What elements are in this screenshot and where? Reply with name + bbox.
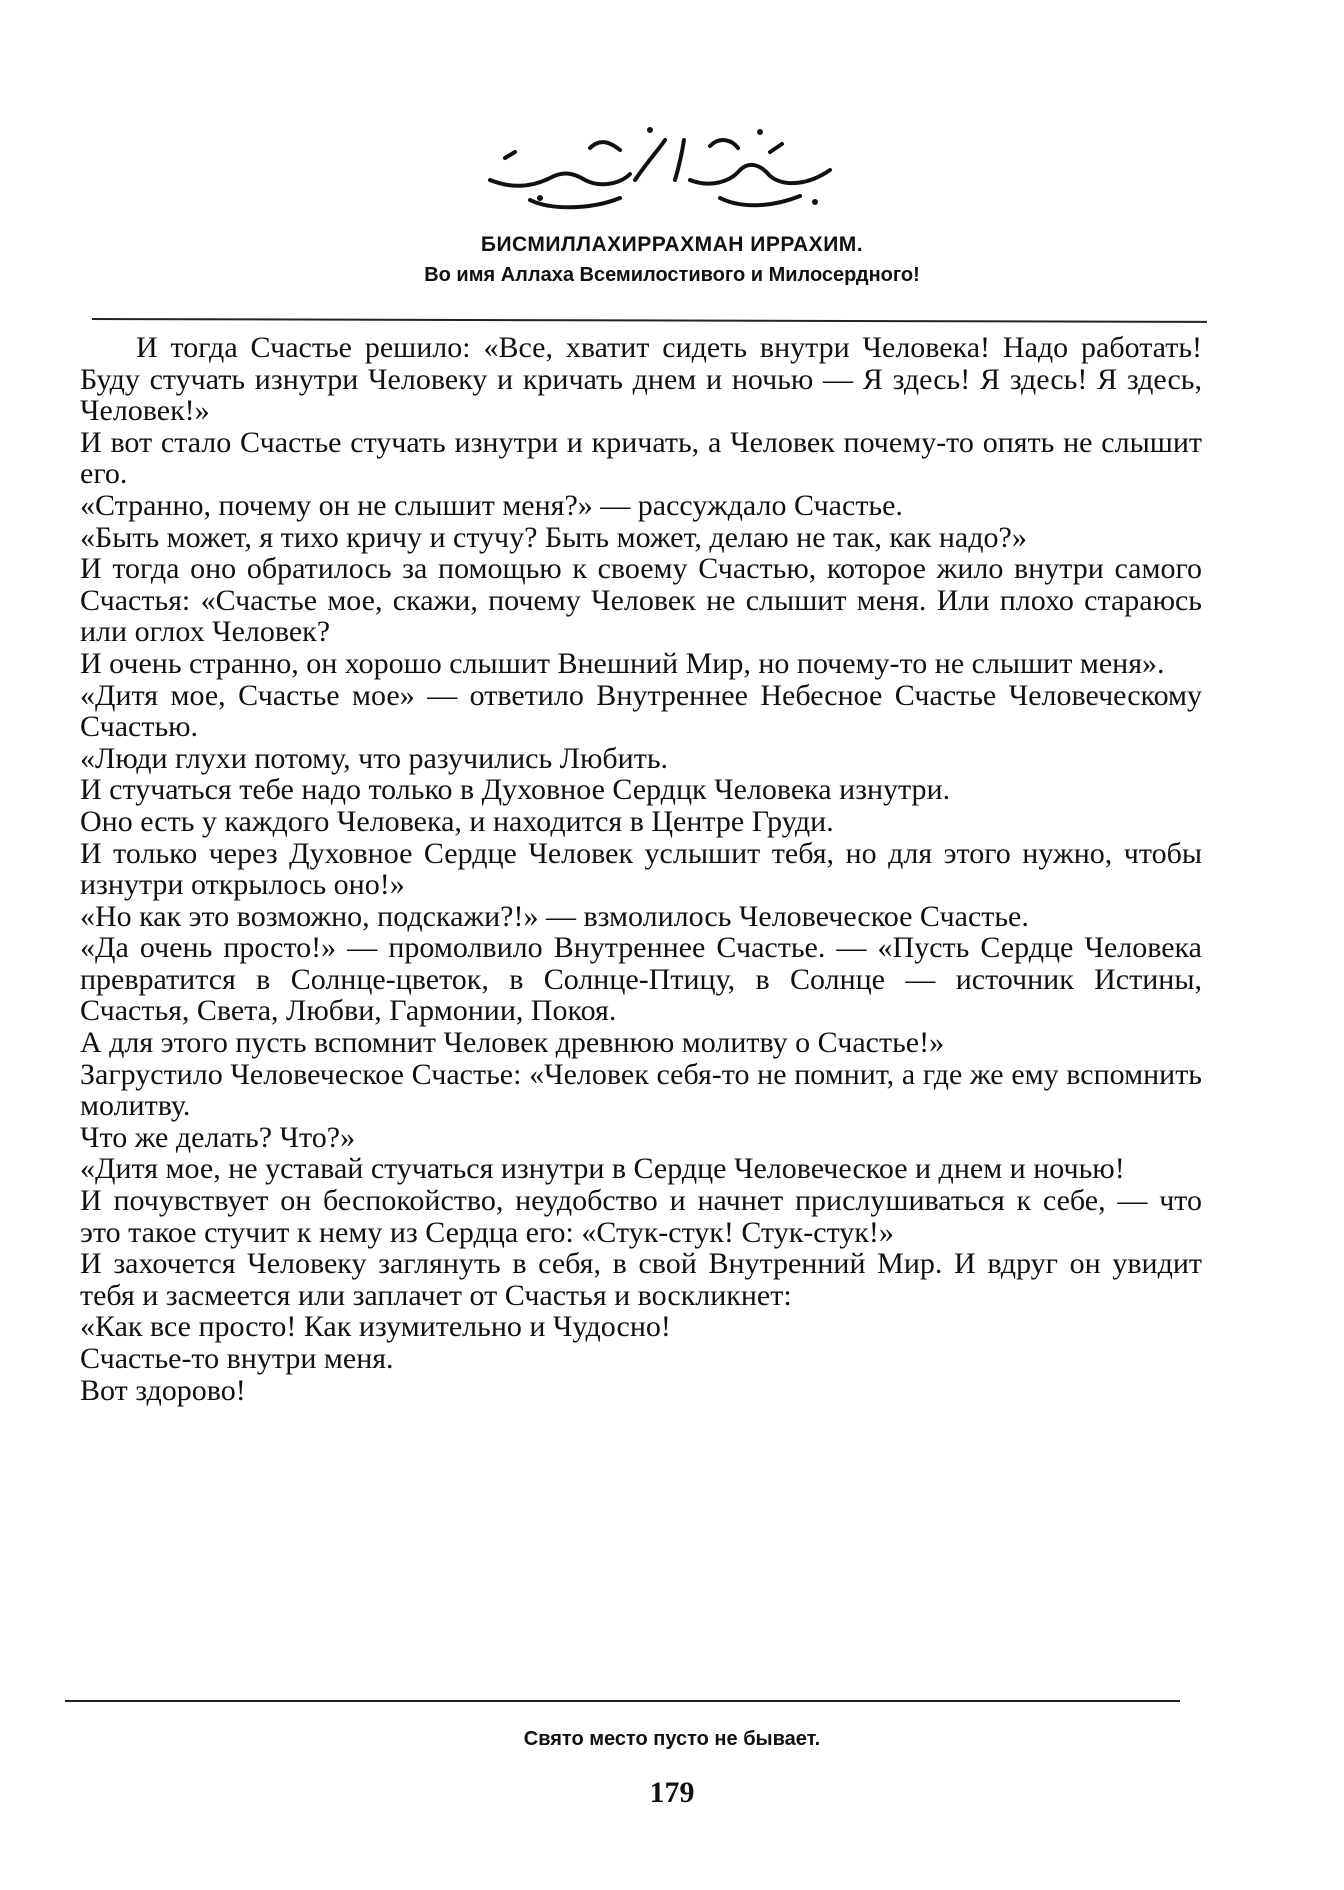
paragraph: «Дитя мое, не уставай стучаться изнутри в Сердце Человеческое и днем и ночью! [80, 1152, 1125, 1186]
paragraph: А для этого пусть вспомнит Человек древнюю молитву о Счастье!» [80, 1026, 945, 1060]
page-subheading: Во имя Аллаха Всемилостивого и Милосердного! [424, 264, 920, 286]
page-heading: БИСМИЛЛАХИРРАХМАН ИРРАХИМ. [480, 233, 864, 256]
paragraph: Загрустило Человеческое Счастье: «Человек себя-то не помнит, а где же ему вспомнить молитву. [80, 1057, 1202, 1123]
paragraph: И вот стало Счастье стучать изнутри и кричать, а Человек почему-то опять не слышит его. [80, 425, 1202, 491]
paragraph: И стучаться тебе надо только в Духовное Сердцк Человека изнутри. [80, 773, 951, 807]
paragraph: И только через Духовное Сердце Человек услышит тебя, но для этого нужно, чтобы изнутри открылось оно!» [80, 836, 1202, 902]
running-footer: Свято место пусто не бывает. [523, 1728, 821, 1750]
top-divider [92, 318, 1207, 323]
paragraph: И тогда оно обратилось за помощью к своему Счастью, которое жило внутри самого Счастья: «Счастье мое, скажи, почему Человек не слышит меня. Или плохо стараюсь или оглох Человек? [80, 552, 1202, 649]
body-text [80, 332, 1202, 1406]
paragraph: Счастье-то внутри меня. [80, 1342, 394, 1375]
paragraph: «Да очень просто!» — промолвило Внутреннее Счастье. — «Пусть Сердце Человека превратится в Солнце-цветок, в Солнце-Птицу, в Солнце — источник Истины, Счастья, Света, Любви, Гармонии, Покоя. [80, 931, 1202, 1028]
paragraph: И почувствует он беспокойство, неудобство и начнет прислушиваться к себе, — что это такое стучит к нему из Сердца его: «Стук-стук! Стук-стук!» [80, 1184, 1202, 1249]
paragraph: И тогда Счастье решило: «Все, хватит сидеть внутри Человека! Надо работать! Буду стучать изнутри Человеку и кричать днем и ночью — Я здесь! Я здесь! Я здесь, Человек!» [80, 331, 1202, 428]
paragraph: «Но как это возможно, подскажи?!» — взмолилось Человеческое Счастье. [80, 899, 1029, 933]
paragraph: Что же делать? Что?» [80, 1120, 356, 1154]
bottom-divider [65, 1700, 1180, 1702]
paragraph: «Быть может, я тихо кричу и стучу? Быть может, делаю не так, как надо?» [80, 520, 1027, 554]
paragraph: «Дитя мое, Счастье мое» — ответило Внутреннее Небесное Счастье Человеческому Счастью. [80, 678, 1202, 744]
paragraph: «Странно, почему он не слышит меня?» — рассуждало Счастье. [80, 488, 903, 522]
paragraph: И очень странно, он хорошо слышит Внешний Мир, но почему-то не слышит меня». [80, 646, 1165, 680]
paragraph: «Люди глухи потому, что разучились Любить. [80, 741, 669, 775]
paragraph: Оно есть у каждого Человека, и находится в Центре Груди. [80, 804, 834, 838]
paragraph: «Как все просто! Как изумительно и Чудосно! [80, 1310, 671, 1344]
page-number: 179 [649, 1776, 695, 1809]
paragraph: И захочется Человеку заглянуть в себя, в свой Внутренний Мир. И вдруг он увидит тебя и засмеется или заплачет от Счастья и воскликнет: [80, 1247, 1202, 1312]
bismillah-calligraphy [470, 118, 850, 218]
paragraph: Вот здорово! [80, 1373, 246, 1407]
